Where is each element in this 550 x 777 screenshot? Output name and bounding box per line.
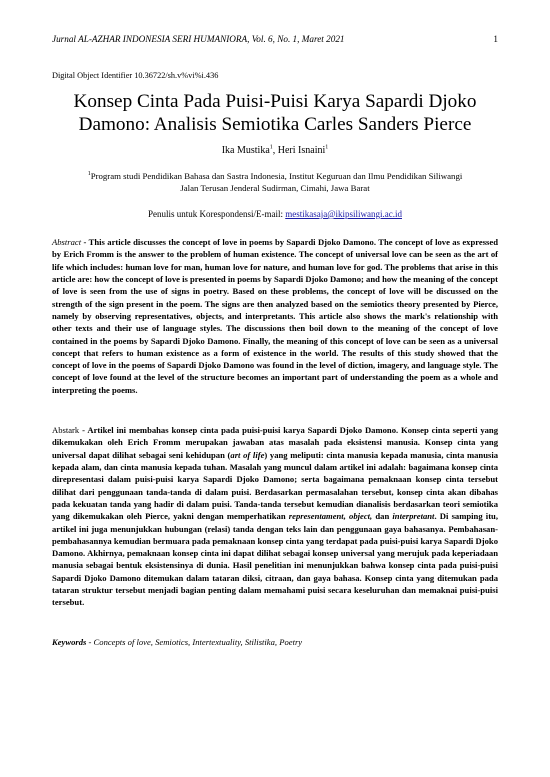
author-1-affiliation-mark: 1 [269, 144, 273, 151]
abstract-en-text: This article discusses the concept of love in poems by Sapardi Djoko Damono. The concept of love as expressed by Erich Fromm is the answer to the problem of human existence. The concept of universal love can be seen as the art of life which includes: human love for man, human love for nature, and human love for god. The problems that arise in this article are: how the concept of love is presented in poems by Sapardi Djoko Damono; and how the meaning of the concept of love is seen from the use of signs in poetry. Based on these problems, the concept of love will be discussed on the strength of the sign present in the poem. The signs are then analyzed based on the semiotics theory presented by Pierce, namely by observing representatives, objects, and interpretants. This article also shows the mark's relationship with other texts and their use of language styles. The discussions then boil down to the meaning of the concept of love contained in the poems by Sapardi Djoko Damono. Finally, the meaning of this concept of love can be seen as a universal concept that refers to human existence as a form of existence in the world. The results of this study showed that the concept of love in the poems of Sapardi Djoko Damono was found in the level of diction, imagery, and language style. The concept of love found at the level of the structure becomes an important part of understanding the poem as a whole and interpreting the poems. [52, 237, 498, 395]
affiliation-mark: 1 [87, 171, 91, 178]
abstract-id-text-1: Artikel ini membahas konsep cinta pada puisi-puisi karya Sapardi Djoko Damono. Konsep cinta seperti yang dikemukakan oleh Erich Fromm merupakan jawaban atas masalah pada eksistensi manusia. Konsep cinta yang universal dapat dilihat sebagai seni kehidupan ( [52, 425, 499, 460]
keywords-list: - Concepts of love, Semiotics, Intertextuality, Stilistika, Poetry [86, 637, 303, 647]
author-2: Heri Isnaini [277, 145, 326, 156]
abstract-id-text-4: . Di samping itu, artikel ini juga menunjukkan hubungan (relasi) tanda dengan teks lain dan penggunaan gaya bahasanya. Pembahasan-pembahasannya kemudian bermuara pada pemaknaan konsep cinta yang terdapat pada puisi-puisi karya Sapardi Djoko Damono. Akhirnya, pemaknaan konsep cinta ini dapat dilihat sebagai konsep universal yang merujuk pada keperiadaan manusia sebagai bentuk eksistensinya di dunia. Hasil penelitian ini menunjukkan bahwa konsep cinta pada puisi-puisi Sapardi Djoko Damono ditemukan dalam tataran diksi, citraan, dan gaya bahasa. Konsep cinta yang ditemukan pada tataran struktur tersebut menjadi bagian penting dalam memahami puisi secara keseluruhan dan memaknai puisi-puisi tersebut. [52, 511, 498, 608]
keywords [52, 637, 498, 647]
title-line-2: Damono: Analisis Semiotika Carles Sanders Pierce [78, 114, 472, 135]
correspondence-label: Penulis untuk Korespondensi/E-mail: [147, 209, 286, 219]
correspondence-email-link[interactable]: mestikasaja@ikipsiliwangi.ac.id [285, 209, 402, 219]
affiliation [52, 170, 498, 194]
author-1: Ika Mustika [221, 145, 270, 156]
abstract-id-dash: - [79, 425, 88, 435]
author-2-affiliation-mark: 1 [325, 144, 329, 151]
correspondence [52, 209, 498, 219]
author-separator: , [272, 145, 278, 156]
abstract-english [52, 236, 498, 396]
abstract-id-text-2: ) yang meliputi: cinta manusia kepada manusia, cinta manusia kepada alam, dan cinta manusia kepada tuhan. Masalah yang muncul dalam artikel ini adalah: bagaimana konsep cinta direpresentasi dalam puisi-puisi karya Sapardi Djoko Damono; serta bagaimana pemaknaan konsep cinta tersebut dilihat dari penggunaan tanda-tanda di dalam puisi. Berdasarkan permasalahan tersebut, konsep cinta akan dibahas pada kekuatan tanda yang hadir di dalam puisi. Tanda-tanda tersebut kemudian dianalisis berdasarkan teori semiotika yang dikemukakan oleh Pierce, yakni dengan memperhatikan [52, 449, 499, 522]
abstract-id-label: Abstark [52, 425, 80, 435]
abstract-en-dash: - [81, 237, 89, 247]
page-number: 1 [493, 34, 498, 44]
abstract-id-term-art-of-life: art of life [230, 449, 265, 460]
running-header [52, 34, 498, 44]
keywords-label: Keywords [52, 637, 87, 647]
affiliation-line-1: Program studi Pendidikan Bahasa dan Sastra Indonesia, Institut Keguruan dan Ilmu Pendidikan Siliwangi [90, 171, 463, 181]
title-line-1: Konsep Cinta Pada Puisi-Puisi Karya Sapardi Djoko [73, 91, 477, 112]
doi: Digital Object Identifier 10.36722/sh.v%vi%i.436 [52, 71, 219, 80]
abstract-indonesian [52, 424, 498, 609]
affiliation-line-2: Jalan Terusan Jenderal Sudirman, Cimahi, Jawa Barat [180, 183, 370, 193]
abstract-id-text-3: dan [372, 511, 393, 522]
author-list [52, 145, 498, 156]
abstract-id-term-representament: representament, object, [288, 511, 373, 522]
abstract-en-label: Abstract [52, 237, 82, 247]
paper-title [52, 90, 498, 136]
abstract-id-term-interpretant: interpretant [392, 511, 435, 522]
journal-citation: Jurnal AL-AZHAR INDONESIA SERI HUMANIORA, Vol. 6, No. 1, Maret 2021 [52, 34, 345, 44]
